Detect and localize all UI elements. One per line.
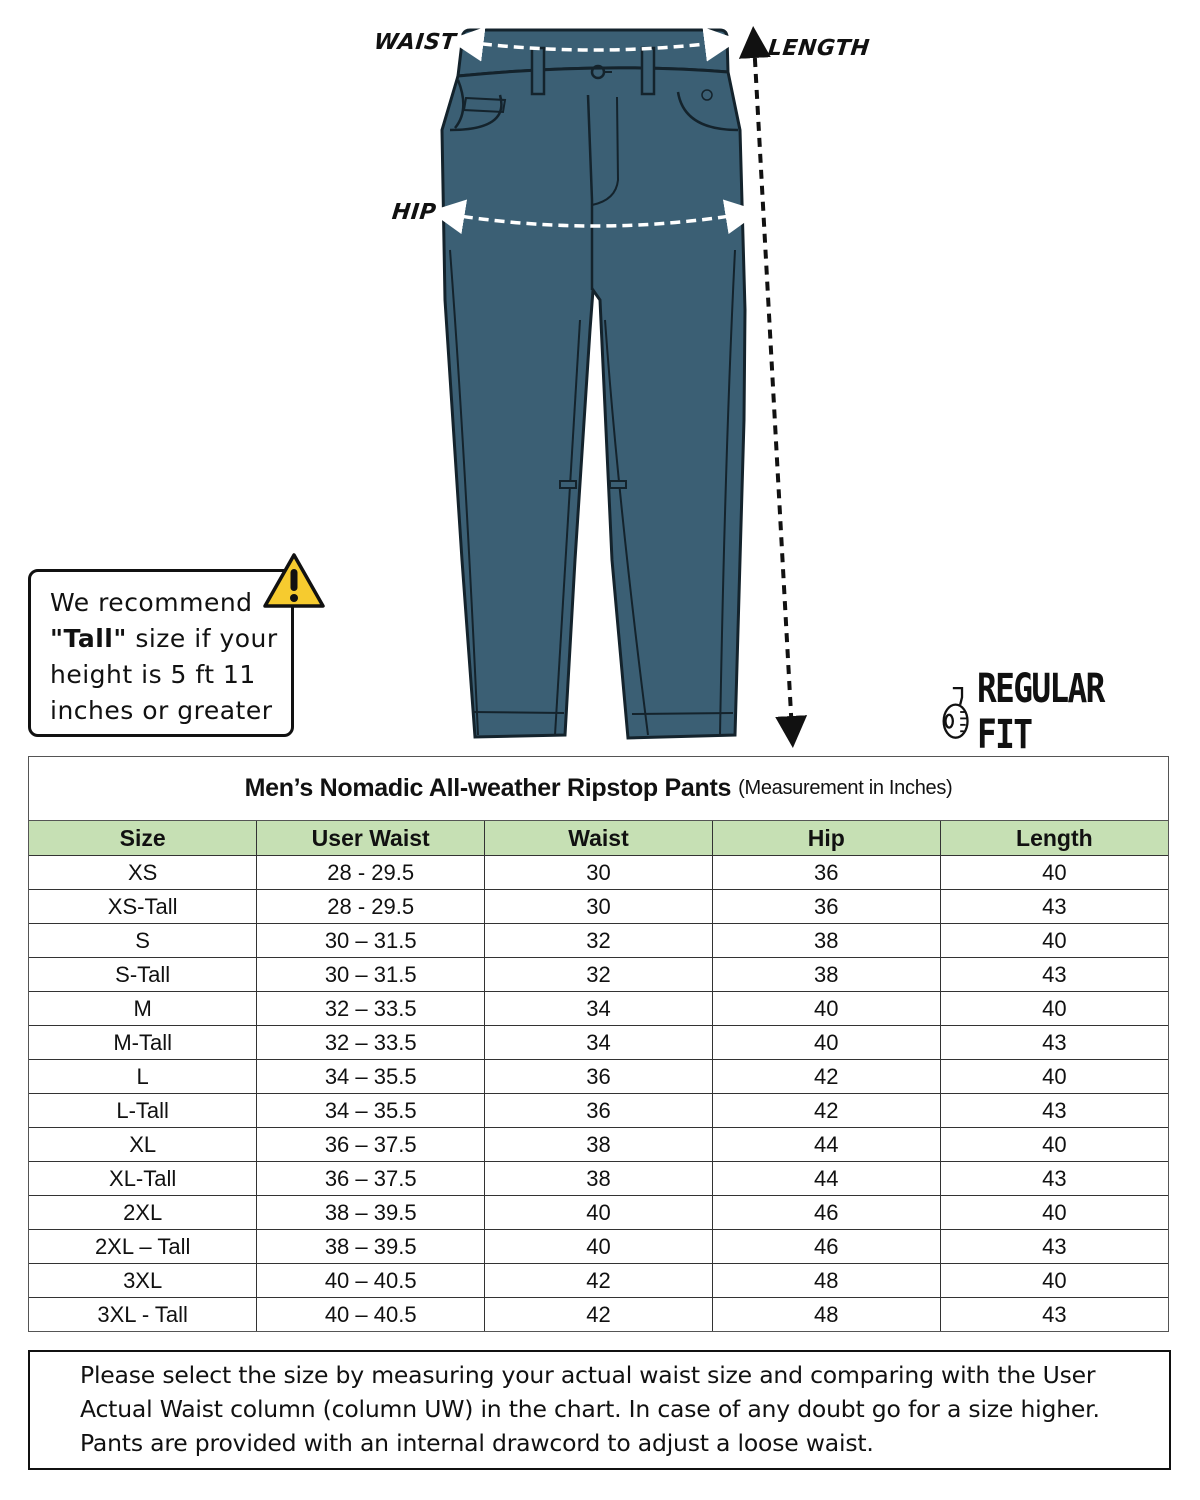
cell-hip: 48 <box>712 1298 940 1332</box>
table-row <box>29 1094 1168 1128</box>
cell-hip: 46 <box>712 1196 940 1230</box>
callout-line-2: "Tall" size if your <box>50 624 278 653</box>
cell-user-waist: 34 – 35.5 <box>257 1060 485 1094</box>
cell-size: XS-Tall <box>29 890 257 924</box>
cell-user-waist: 40 – 40.5 <box>257 1264 485 1298</box>
table-row <box>29 992 1168 1026</box>
table-header-row <box>29 821 1168 856</box>
cell-hip: 46 <box>712 1230 940 1264</box>
table-row <box>29 1196 1168 1230</box>
length-label: LENGTH <box>766 36 871 61</box>
cell-length: 40 <box>940 1060 1168 1094</box>
cell-size: L <box>29 1060 257 1094</box>
table-body <box>29 856 1168 1332</box>
cell-user-waist: 28 - 29.5 <box>257 856 485 890</box>
measuring-tape-icon <box>940 682 971 742</box>
cell-user-waist: 36 – 37.5 <box>257 1128 485 1162</box>
callout-text <box>50 585 278 729</box>
cell-size: 2XL – Tall <box>29 1230 257 1264</box>
hip-label: HIP <box>390 200 438 225</box>
cell-hip: 42 <box>712 1094 940 1128</box>
cell-user-waist: 30 – 31.5 <box>257 958 485 992</box>
cell-size: S <box>29 924 257 958</box>
table-row <box>29 924 1168 958</box>
cell-waist: 34 <box>485 1026 713 1060</box>
cell-size: L-Tall <box>29 1094 257 1128</box>
cell-size: 2XL <box>29 1196 257 1230</box>
table-row <box>29 1230 1168 1264</box>
warning-icon <box>262 552 326 610</box>
column-header-length: Length <box>940 821 1168 856</box>
cell-waist: 34 <box>485 992 713 1026</box>
cell-size: XL <box>29 1128 257 1162</box>
cell-hip: 42 <box>712 1060 940 1094</box>
cell-length: 43 <box>940 958 1168 992</box>
cell-hip: 38 <box>712 958 940 992</box>
cell-hip: 48 <box>712 1264 940 1298</box>
cell-size: 3XL - Tall <box>29 1298 257 1332</box>
cell-length: 43 <box>940 1298 1168 1332</box>
column-header-user-waist: User Waist <box>257 821 485 856</box>
cell-user-waist: 28 - 29.5 <box>257 890 485 924</box>
column-header-hip: Hip <box>712 821 940 856</box>
column-header-size: Size <box>29 821 257 856</box>
cell-waist: 38 <box>485 1128 713 1162</box>
cell-hip: 44 <box>712 1162 940 1196</box>
cell-length: 43 <box>940 1230 1168 1264</box>
table-row <box>29 1060 1168 1094</box>
sizing-instructions-text: Please select the size by measuring your actual waist size and comparing with the User Actual Waist column (column UW) in the chart. In case of any doubt go for a size higher. Pants are provided with an internal drawcord to adjust a loose waist. <box>80 1361 1100 1457</box>
column-header-waist: Waist <box>485 821 713 856</box>
cell-user-waist: 36 – 37.5 <box>257 1162 485 1196</box>
cell-user-waist: 32 – 33.5 <box>257 992 485 1026</box>
table-row <box>29 856 1168 890</box>
cell-user-waist: 38 – 39.5 <box>257 1196 485 1230</box>
cell-waist: 32 <box>485 924 713 958</box>
cell-waist: 30 <box>485 856 713 890</box>
cell-hip: 36 <box>712 856 940 890</box>
cell-waist: 40 <box>485 1196 713 1230</box>
cell-hip: 44 <box>712 1128 940 1162</box>
cell-user-waist: 40 – 40.5 <box>257 1298 485 1332</box>
cell-user-waist: 38 – 39.5 <box>257 1230 485 1264</box>
cell-size: M <box>29 992 257 1026</box>
callout-line-1: We recommend <box>50 588 253 617</box>
cell-length: 40 <box>940 1196 1168 1230</box>
cell-length: 43 <box>940 1162 1168 1196</box>
sizing-instructions-box <box>28 1350 1171 1470</box>
cell-size: 3XL <box>29 1264 257 1298</box>
cell-hip: 40 <box>712 1026 940 1060</box>
cell-waist: 30 <box>485 890 713 924</box>
table-row <box>29 1264 1168 1298</box>
cell-hip: 40 <box>712 992 940 1026</box>
cell-user-waist: 34 – 35.5 <box>257 1094 485 1128</box>
cell-length: 40 <box>940 1128 1168 1162</box>
cell-length: 43 <box>940 890 1168 924</box>
cell-user-waist: 30 – 31.5 <box>257 924 485 958</box>
cell-waist: 36 <box>485 1060 713 1094</box>
regular-fit-label: REGULAR FIT <box>977 666 1104 758</box>
cell-waist: 42 <box>485 1298 713 1332</box>
regular-fit-badge <box>940 666 1200 758</box>
cell-waist: 40 <box>485 1230 713 1264</box>
cell-waist: 42 <box>485 1264 713 1298</box>
tall-recommendation-callout <box>28 569 294 737</box>
cell-waist: 38 <box>485 1162 713 1196</box>
callout-line-4: inches or greater <box>50 696 273 725</box>
table-row <box>29 1298 1168 1332</box>
cell-size: S-Tall <box>29 958 257 992</box>
cell-hip: 36 <box>712 890 940 924</box>
cell-length: 43 <box>940 1094 1168 1128</box>
cell-user-waist: 32 – 33.5 <box>257 1026 485 1060</box>
product-name: Men’s Nomadic All-weather Ripstop Pants <box>244 774 732 802</box>
cell-length: 43 <box>940 1026 1168 1060</box>
cell-length: 40 <box>940 924 1168 958</box>
table-row <box>29 1128 1168 1162</box>
cell-waist: 36 <box>485 1094 713 1128</box>
callout-line-3: height is 5 ft 11 <box>50 660 256 689</box>
table-row <box>29 958 1168 992</box>
cell-length: 40 <box>940 992 1168 1026</box>
cell-hip: 38 <box>712 924 940 958</box>
table-title <box>29 757 1168 821</box>
cell-size: XL-Tall <box>29 1162 257 1196</box>
cell-size: M-Tall <box>29 1026 257 1060</box>
cell-waist: 32 <box>485 958 713 992</box>
table-row <box>29 1026 1168 1060</box>
tall-keyword: "Tall" <box>50 624 127 653</box>
cell-length: 40 <box>940 856 1168 890</box>
table-row <box>29 1162 1168 1196</box>
size-chart-table <box>28 756 1169 1332</box>
cell-length: 40 <box>940 1264 1168 1298</box>
cell-size: XS <box>29 856 257 890</box>
table-row <box>29 890 1168 924</box>
size-table <box>29 821 1168 1331</box>
waist-label: WAIST <box>372 30 458 55</box>
measurement-unit-note: (Measurement in Inches) <box>738 777 953 799</box>
